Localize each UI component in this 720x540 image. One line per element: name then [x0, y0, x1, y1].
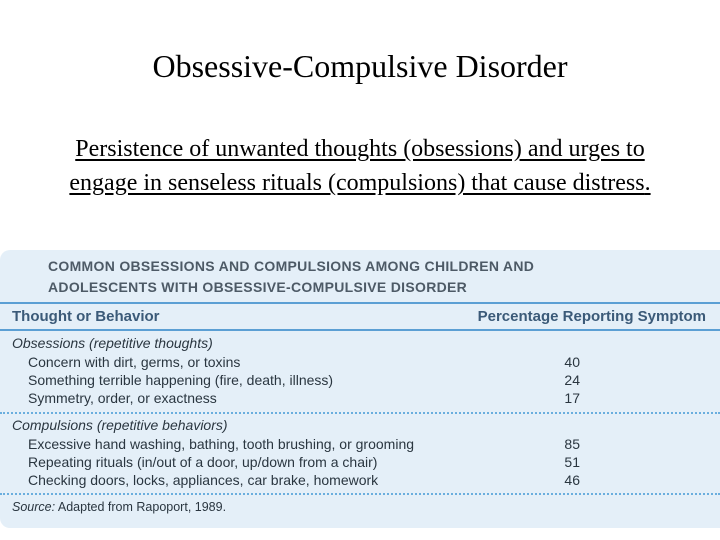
header-bottom-rule [0, 329, 720, 331]
table-title [48, 256, 688, 298]
slide-subtitle [60, 132, 660, 200]
row-label: Checking doors, locks, appliances, car brake, homework [28, 472, 379, 488]
table-row [0, 372, 720, 390]
row-value: 17 [564, 390, 580, 406]
row-value: 40 [564, 354, 580, 370]
subtitle-period: . [644, 170, 651, 196]
compulsions-heading: Compulsions (repetitive behaviors) [12, 417, 228, 433]
row-label: Something terrible happening (fire, death, illness) [28, 372, 334, 388]
symptom-table [0, 250, 720, 528]
source-text: Adapted from Rapoport, 1989. [55, 500, 227, 514]
source-divider [0, 493, 720, 495]
column-header-thought: Thought or Behavior [12, 308, 160, 325]
row-value: 46 [564, 472, 580, 488]
row-label: Repeating rituals (in/out of a door, up/down from a chair) [28, 454, 378, 470]
row-label: Excessive hand washing, bathing, tooth brushing, or grooming [28, 436, 415, 452]
source-label: Source: [12, 500, 56, 514]
row-label: Concern with dirt, germs, or toxins [28, 354, 241, 370]
table-source [12, 500, 226, 514]
table-title-line-1: COMMON OBSESSIONS AND COMPULSIONS AMONG CHILDREN AND [48, 258, 535, 274]
row-label: Symmetry, order, or exactness [28, 390, 217, 406]
table-row [0, 436, 720, 454]
row-value: 85 [564, 436, 580, 452]
table-header-row [0, 306, 720, 328]
obsessions-heading: Obsessions (repetitive thoughts) [12, 335, 213, 351]
table-title-line-2: ADOLESCENTS WITH OBSESSIVE-COMPULSIVE DISORDER [48, 279, 468, 295]
section-divider [0, 412, 720, 414]
row-value: 51 [564, 454, 580, 470]
table-row [0, 454, 720, 472]
row-value: 24 [564, 372, 580, 388]
slide-title: Obsessive-Compulsive Disorder [152, 48, 568, 84]
subtitle-text: Persistence of unwanted thoughts (obsessions) and urges to engage in senseless rituals (compulsions) that cause distress [69, 136, 645, 196]
header-top-rule [0, 302, 720, 304]
table-row [0, 472, 720, 490]
table-row [0, 354, 720, 372]
table-row [0, 390, 720, 408]
column-header-percentage: Percentage Reporting Symptom [477, 308, 706, 325]
